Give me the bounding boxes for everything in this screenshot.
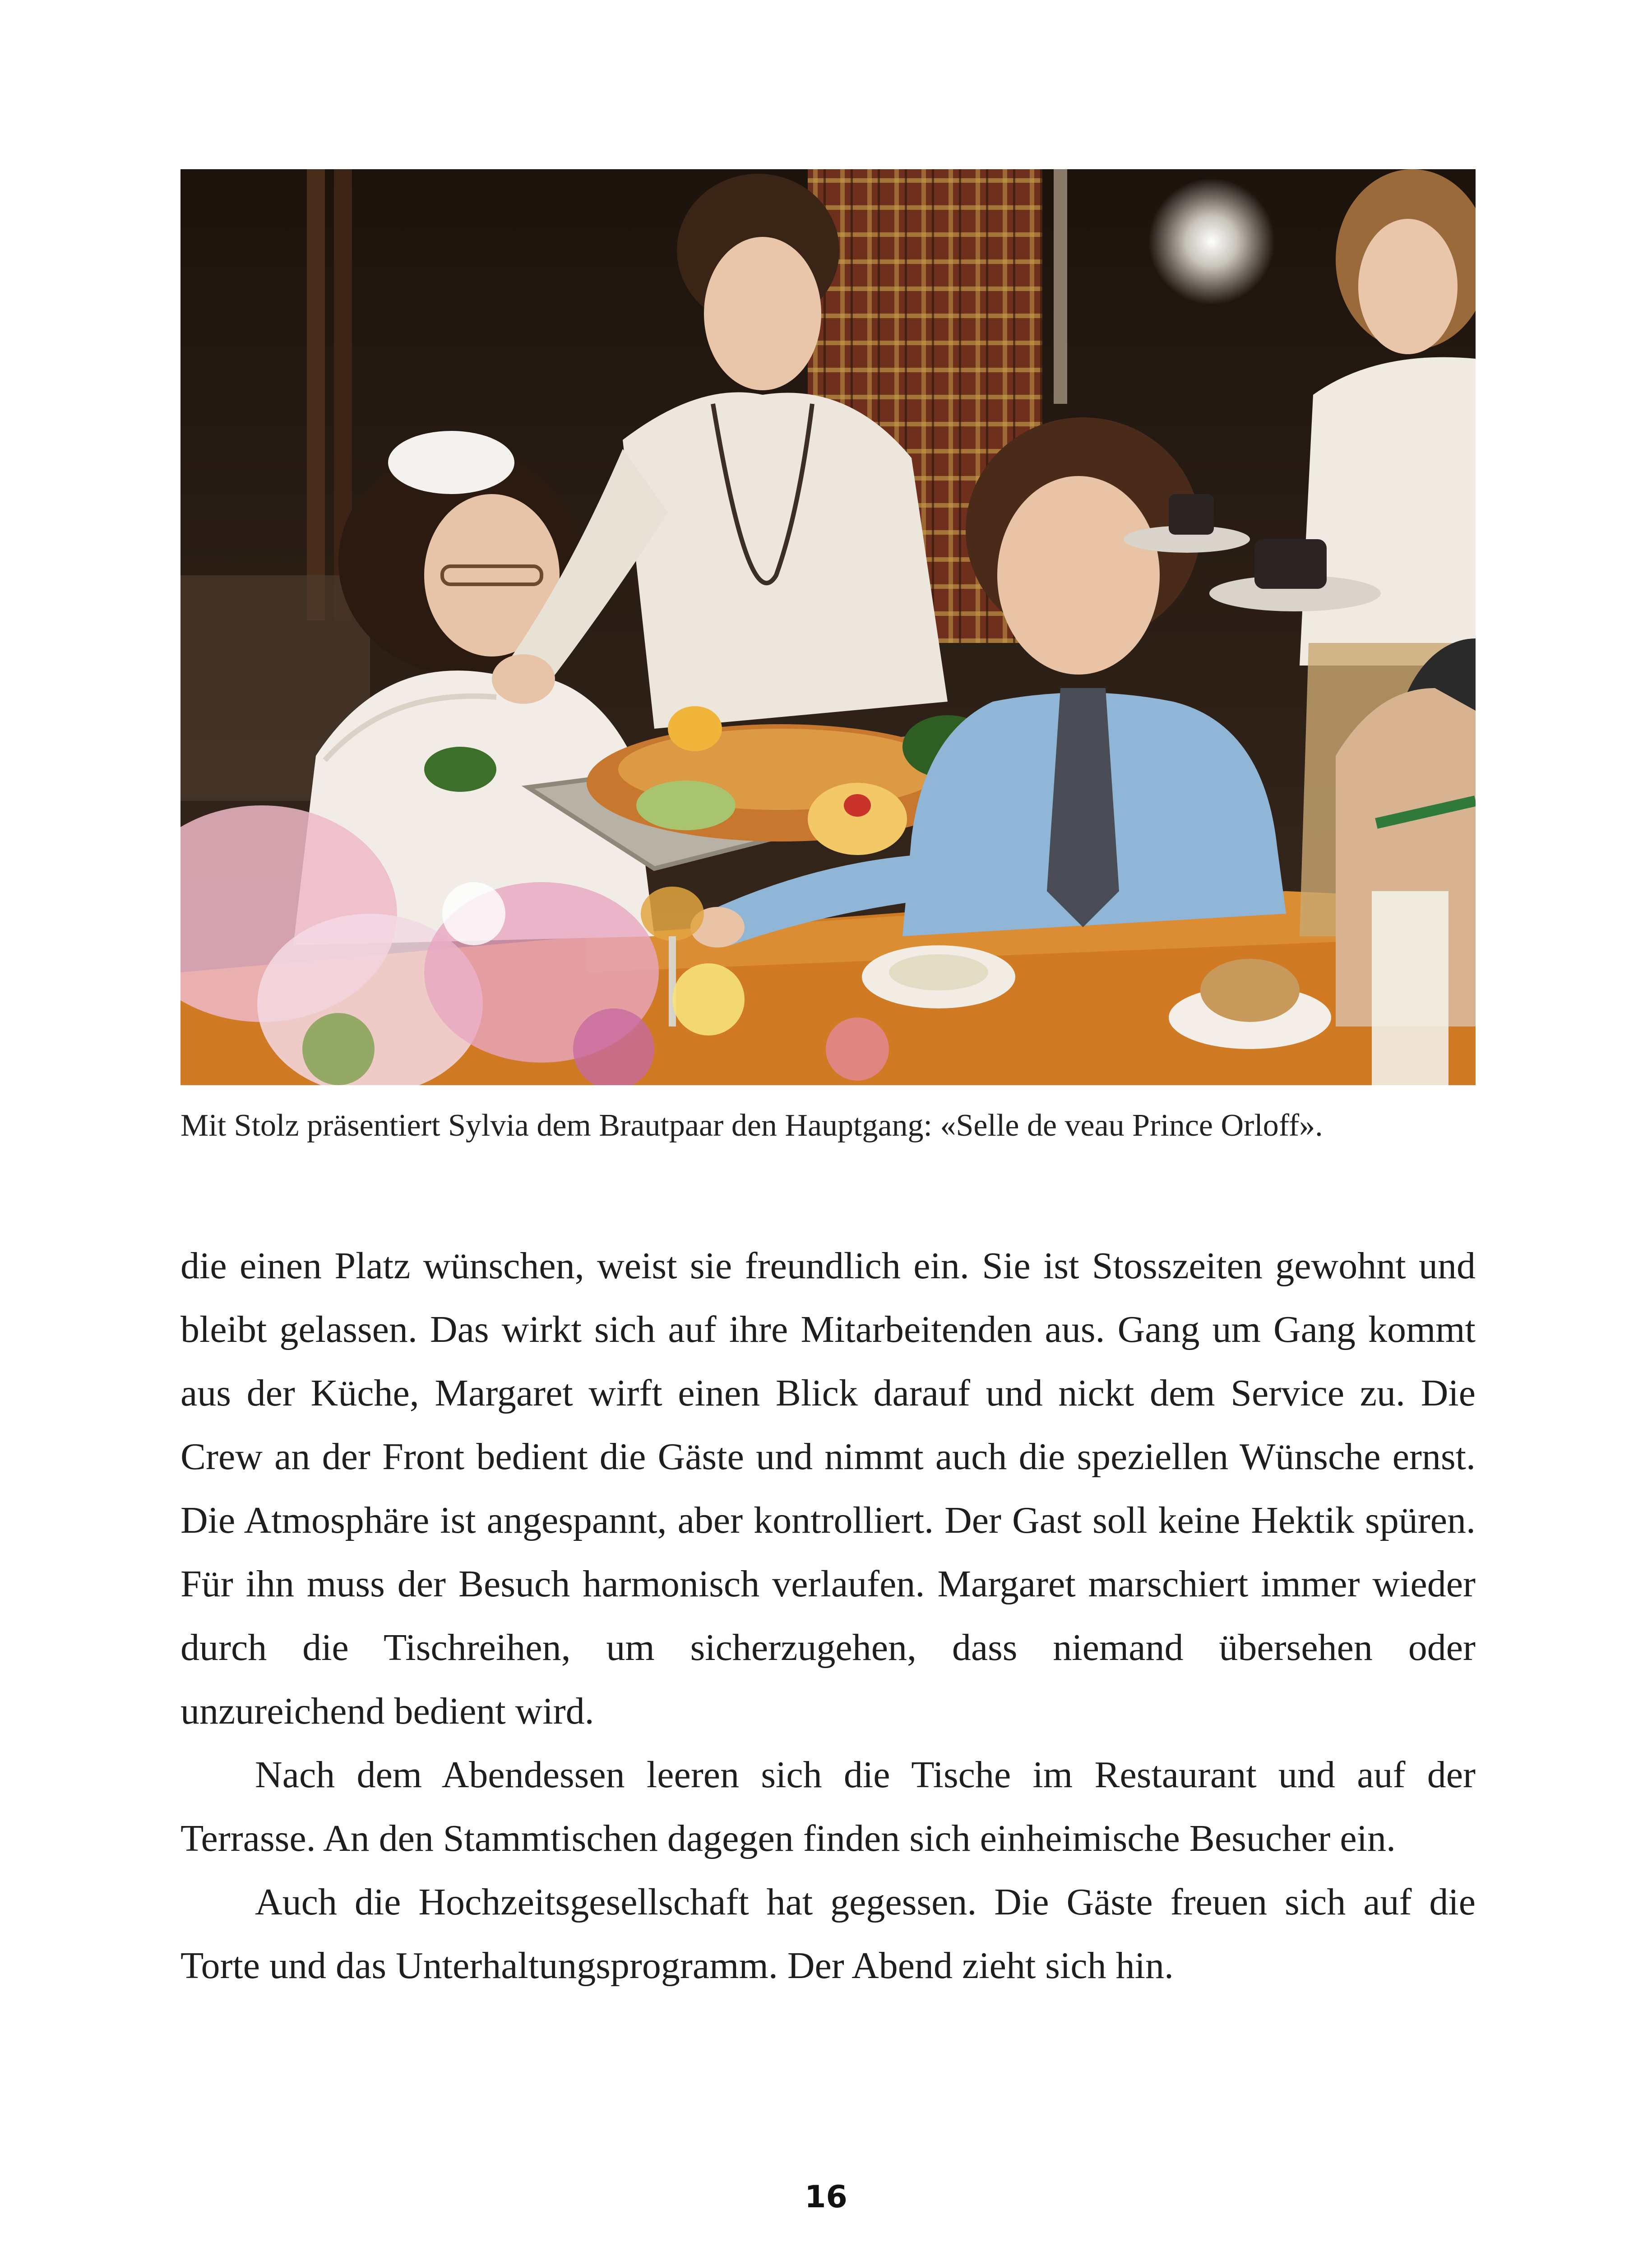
photo-illustration xyxy=(180,169,1476,1085)
body-text xyxy=(180,1234,1476,1997)
paragraph: Nach dem Abendessen leeren sich die Tische im Restaurant und auf der Terrasse. An den Stammtischen dagegen finden sich einheimische Besucher ein. xyxy=(180,1754,1476,1859)
photo-caption: Mit Stolz präsentiert Sylvia dem Brautpaar den Hauptgang: «Selle de veau Prince Orloff». xyxy=(180,1108,1323,1143)
paragraph: die einen Platz wünschen, weist sie freundlich ein. Sie ist Stosszeiten gewohnt und bleibt gelassen. Das wirkt sich auf ihre Mitarbeitenden aus. Gang um Gang kommt aus der Küche, Margaret wirft einen Blick darauf und nickt dem Service zu. Die Crew an der Front bedient die Gäste und nimmt auch die speziellen Wünsche ernst. Die Atmosphäre ist angespannt, aber kontrolliert. Der Gast soll keine Hektik spüren. Für ihn muss der Besuch harmonisch verlaufen. Margaret marschiert immer wieder durch die Tischreihen, um sicherzugehen, dass niemand übersehen oder unzureichend bedient wird. xyxy=(180,1245,1476,1732)
wedding-dinner-photo xyxy=(180,169,1476,1085)
page-number: 16 xyxy=(805,2179,847,2215)
paragraph: Auch die Hochzeitsgesellschaft hat gegessen. Die Gäste freuen sich auf die Torte und das Unterhaltungsprogramm. Der Abend zieht sich hin. xyxy=(180,1881,1476,1987)
